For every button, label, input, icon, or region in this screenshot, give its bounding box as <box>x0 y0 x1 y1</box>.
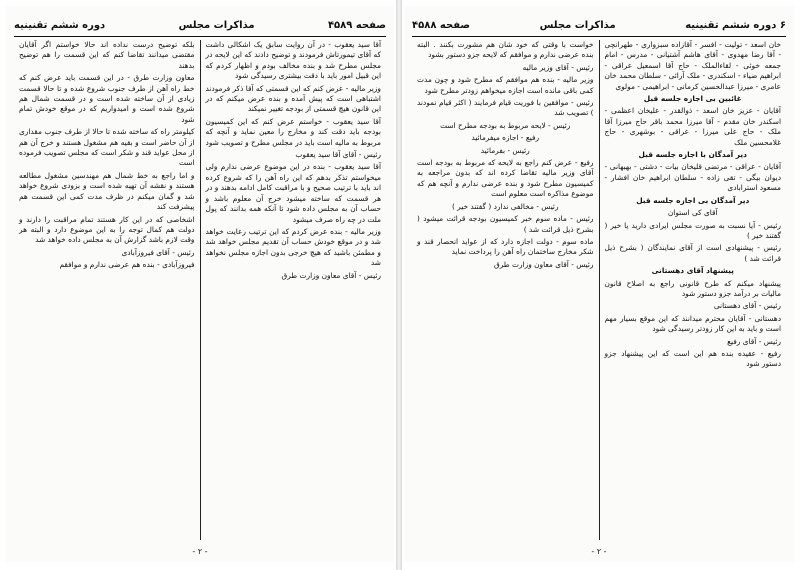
paragraph: پیشنهاد میکنم که طرح قانونی راجع به اصلاح قانون مالیات بر درآمد جزو دستور شود <box>604 278 781 298</box>
paragraph: آقا سید یعقوب - بنده در این موضوع عرضی ندارم ولی میخواستم تذکر بدهم که این راه آهن را که شروع کرده اند باید با ترتیب صحیح و با مراقبت کامل ادامه بدهند و در هر قسمت که ساخته میشود خرج آن معلوم باشد و حساب آن به مجلس داده شود تا آنکه همه بدانند که پول ملت در چه راه صرف میشود <box>205 162 381 224</box>
paragraph: رئیس - آقای معاون وزارت طرق <box>281 270 381 280</box>
paragraph: فیروزآبادی - بنده هم عرضی ندارم و موافقم <box>59 260 195 270</box>
paragraph: رئیس - آیا نسبت به صورت مجلس ایرادی دارید یا خیر ( گفتند خیر ) <box>604 220 781 240</box>
paragraph: رفیع - عقیده بنده هم این است که این پیشنهاد جزو دستور شود <box>604 348 781 369</box>
paragraph: بلکه توضیح درست نداده اند حالا خواستم اگر آقایان مقتضی میدانند تقاضا کنم که این قسمت را هم توضیح بدهند <box>19 40 195 70</box>
left-page-column-left <box>14 40 201 540</box>
paragraph: رئیس - موافقین با فوریت قیام فرمایند ( اکثر قیام نمودند ) تصویب شد <box>417 98 594 118</box>
paragraph: دهستانی - آقایان محترم میدانند که این موقع بسیار مهم است و باید به این کار زودتر رسیدگی شود <box>604 313 781 334</box>
paragraph: ماده سوم - دولت اجازه دارد که از عواید انحصار قند و شکر مخارج ساختمان راه آهن را پرداخت نماید <box>417 236 594 257</box>
left-page-header <box>14 16 386 37</box>
right-page <box>404 6 794 562</box>
paragraph: رئیس - بفرمائید <box>480 145 530 155</box>
left-page-number: صفحه ۴۵۸۹ <box>327 19 386 31</box>
left-page-column-right <box>201 40 387 540</box>
paragraph: کیلومتر راه که ساخته شده تا حالا از طرف جنوب مقداری از آن حاضر است و بقیه هم مشغول هستند و خرج آن هم از محل عواید قند و شکر است که مجلس تصویب فرموده است <box>19 127 195 168</box>
right-page-header <box>412 16 786 37</box>
left-page-title: مذاکرات مجلس <box>178 19 255 31</box>
paragraph: رفیع - اجازه میفرمائید <box>471 133 540 143</box>
section-heading: دیر آمدگان با اجازه جلسه قبل <box>638 150 747 160</box>
paragraph: آقای کی استوان <box>667 208 718 218</box>
paragraph: وزیر مالیه - عرض کنم که این قسمتی که آقا ذکر فرمودند اشتباهی است که پیش آمده و بنده عرض میکنم که در این قانون هیچ قسمتی از بودجه تغییر نمیکند <box>205 83 381 114</box>
section-heading: دیر آمدگان بی اجازه جلسه قبل <box>636 195 750 205</box>
paragraph: اشخاصی که در این کار هستند تمام مراقبت را دارند و دولت هم کمال توجه را به این موضوع دارد و البته هر وقت لازم باشد گزارش آن به مجلس داده خواهد شد <box>19 214 195 245</box>
paragraph: رئیس - آقای آقا سید یعقوب <box>295 150 381 160</box>
paragraph: رئیس - پیشنهادی است از آقای نمایندگان ( بشرح ذیل قرائت شد ) <box>604 243 781 263</box>
right-page-column-right <box>600 40 787 540</box>
right-page-footer: - ۲ - <box>591 547 607 556</box>
paragraph: رئیس - آقای دهستانی <box>713 301 781 311</box>
paragraph: رئیس - ماده سوم خبر کمیسیون بودجه قرائت میشود ( بشرح ذیل قرائت شد ) <box>417 214 594 234</box>
right-page-columns <box>412 40 786 540</box>
paragraph: رئیس - آقای رفیع <box>727 336 781 346</box>
right-page-column-left <box>412 40 600 540</box>
paragraph: خواست با وقتی که خود شان هم مشورت بکنند . البته بنده عرضی ندارم و موافقم که لایحه جزو دستور بشود <box>417 40 594 60</box>
paragraph: رئیس - آقای معاون وزارت طرق <box>494 259 594 269</box>
left-page-footer: - ۲ - <box>192 547 208 556</box>
left-page <box>6 6 394 562</box>
page-gutter <box>396 0 402 570</box>
paragraph: رفیع - عرض کنم راجع به لایحه که مربوط به بودجه است آقای وزیر مالیه تقاضا کرده اند که بدون مراجعه به کمیسیون مطرح شود و بنده عرضی ندارم و آنچه هم که موضوع مذاکره است معلوم است <box>417 158 594 199</box>
paragraph: خان اسعد - تولیت - افسر - آقازاده سبزواری - طهرانچی - آقا رضا مهدوی - آقای هاشم آشتیانی - مدرس - امام جمعه خوئی - لقاءالملک - حاج آقا اسمعیل عراقی - ابراهیم ضیاء - اسکندری - ملک آرائی - سلطان محمد خان عامری - میرزا عبدالحسین کرمانی - ابراهیمی - مولوی <box>604 40 781 91</box>
left-page-period: دوره ششم تقنینیه <box>14 19 106 31</box>
section-heading: غائبین بی اجازه جلسه قبل <box>643 94 742 104</box>
left-page-columns <box>14 40 386 540</box>
paragraph: آقایان - عزیز خان اسعد - ذوالقدر - علیخان اعظمی - اسکندر خان مقدم - آقا میرزا محمد باقر حاج میرزا آقا ملک - حاج علی میرزا - عراقی - بوشهری - حاج غلامحسین ملک <box>604 106 781 147</box>
right-page-number: صفحه ۴۵۸۸ <box>412 19 471 31</box>
paragraph: رئیس - آقای وزیر مالیه <box>522 62 594 72</box>
paragraph: آقایان - عراقی - مرتضی قلیخان بیات - دشتی - بهبهانی - دیوان بیگی - تقی زاده - سلطان ابراهیم خان افشار - مسعود استرابادی <box>604 162 781 193</box>
paragraph: وزیر مالیه - بنده عرض کردم که این ترتیب رعایت خواهد شد و در موقع خودش حساب آن تقدیم مجلس خواهد شد و مطمئن باشید که هیچ خرجی بدون اجازه مجلس نخواهد شد <box>205 226 381 268</box>
paragraph: آقا سید یعقوب - در آن روایت سابق یک اشکالی داشت که آقای تیمورتاش فرمودند و توضیح دادند که این لایحه در مجلس مطرح شد و بنده مخالف بودم و اظهار کردم که این قبیل امور باید با دقت بیشتری رسیدگی شود <box>205 40 381 81</box>
right-page-period: ۶ دوره ششم تقنینیه <box>685 19 786 31</box>
paragraph: وزیر مالیه - بنده هم موافقم که مطرح شود و چون مدت کمی باقی مانده است اجازه میخواهم زودتر مطرح شود <box>417 75 594 95</box>
paragraph: رئیس - مخالفی ندارد ( گفتند خیر ) <box>451 201 559 211</box>
right-page-title: مذاکرات مجلس <box>539 19 616 31</box>
paragraph: رئیس - آقای فیروزآبادی <box>121 247 195 257</box>
paragraph: آقا سید یعقوب - خواستم عرض کنم که این کمیسیون بودجه باید دقت کند و مخارج را معین نماید و آنچه که مربوط به مالیه است باید در مجلس مطرح و تصویب شود <box>205 116 381 147</box>
section-heading: پیشنهاد آقای دهستانی <box>651 266 734 276</box>
paragraph: معاون وزارت طرق - در این قسمت باید عرض کنم که خط راه آهن از طرف جنوب شروع شده و تا حالا قسمت زیادی از آن ساخته شده است و در قسمت شمال هم شروع شده است و امیدواریم که در موقع خودش تمام شود <box>19 73 195 124</box>
paragraph: رئیس - لایحه مربوط به بودجه مطرح است <box>440 120 571 130</box>
paragraph: و اما راجع به خط شمال هم مهندسین مشغول مطالعه هستند و نقشه آن تهیه شده است و بزودی شروع خواهد شد و گمان میکنم در ظرف مدت کمی این قسمت هم پیشرفت کند <box>19 170 195 212</box>
